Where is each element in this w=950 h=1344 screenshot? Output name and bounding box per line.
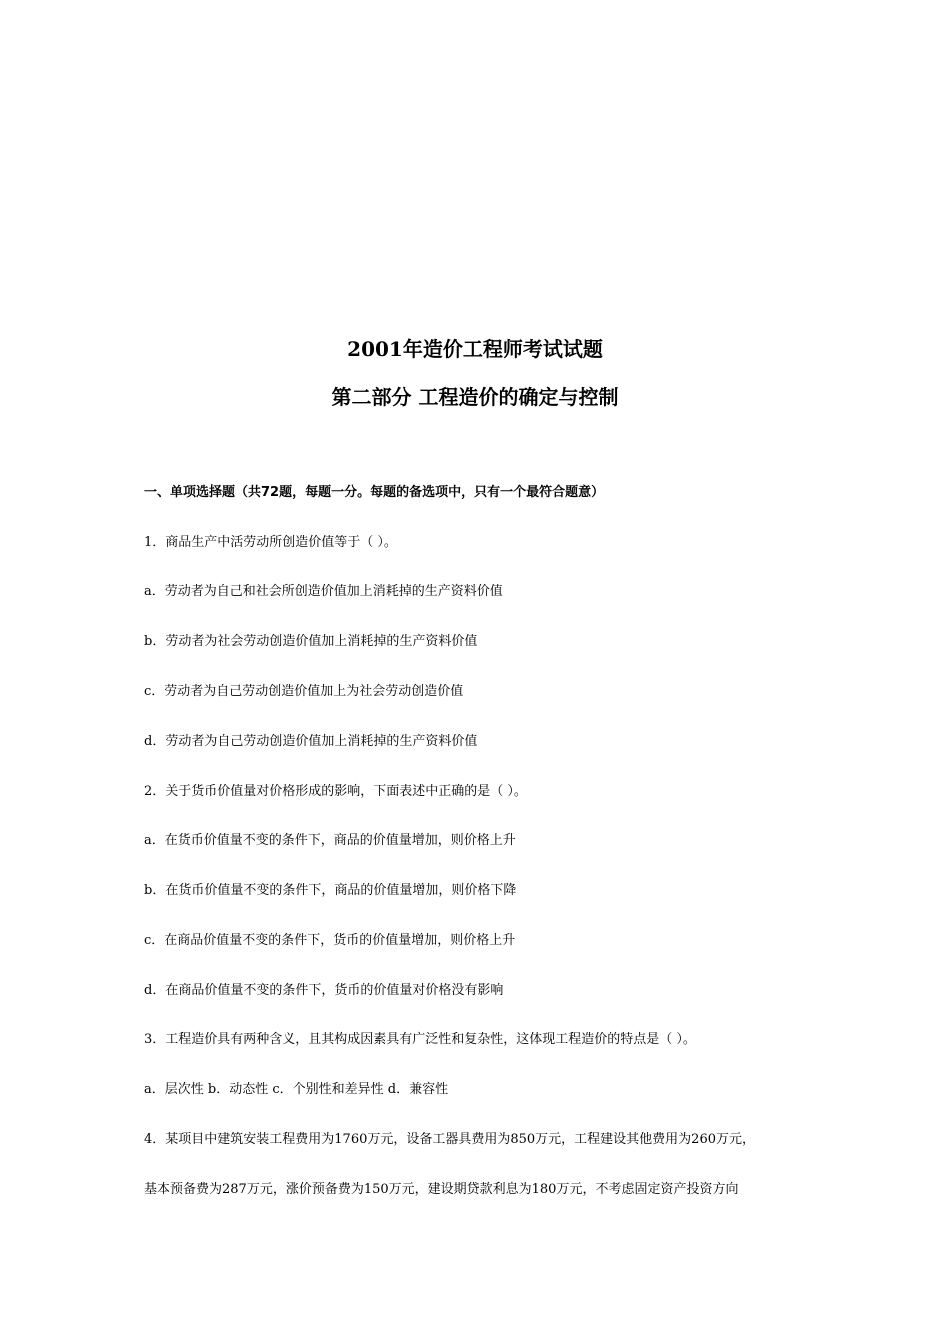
question-4-continued: 基本预备费为287万元，涨价预备费为150万元，建设期贷款利息为180万元，不考虑固定资产投资方向 xyxy=(144,1182,739,1197)
document-subtitle: 第二部分 工程造价的确定与控制 xyxy=(331,385,619,409)
question-2-option-b: b．在货币价值量不变的条件下，商品的价值量增加，则价格下降 xyxy=(144,883,517,898)
question-2-option-a: a．在货币价值量不变的条件下，商品的价值量增加，则价格上升 xyxy=(144,833,516,848)
question-4: 4．某项目中建筑安装工程费用为1760万元，设备工器具费用为850万元，工程建设其他费用为260万元， xyxy=(144,1132,755,1147)
document-title: 2001年造价工程师考试试题 xyxy=(347,337,603,361)
section-heading: 一、单项选择题（共72题，每题一分。每题的备选项中，只有一个最符合题意） xyxy=(144,485,605,500)
question-3-options: a．层次性 b．动态性 c．个别性和差异性 d．兼容性 xyxy=(144,1082,449,1097)
question-1-option-b: b．劳动者为社会劳动创造价值加上消耗掉的生产资料价值 xyxy=(144,634,478,649)
question-1: 1．商品生产中活劳动所创造价值等于（ ）。 xyxy=(144,535,397,550)
question-1-option-a: a．劳动者为自己和社会所创造价值加上消耗掉的生产资料价值 xyxy=(144,584,503,599)
question-1-option-c: c．劳动者为自己劳动创造价值加上为社会劳动创造价值 xyxy=(144,684,464,699)
question-1-option-d: d．劳动者为自己劳动创造价值加上消耗掉的生产资料价值 xyxy=(144,734,478,749)
question-2: 2．关于货币价值量对价格形成的影响，下面表述中正确的是（ ）。 xyxy=(144,784,527,799)
question-2-option-c: c．在商品价值量不变的条件下，货币的价值量增加，则价格上升 xyxy=(144,933,516,948)
question-2-option-d: d．在商品价值量不变的条件下，货币的价值量对价格没有影响 xyxy=(144,983,504,998)
question-3: 3．工程造价具有两种含义，且其构成因素具有广泛性和复杂性，这体现工程造价的特点是（ ）。 xyxy=(144,1032,696,1047)
